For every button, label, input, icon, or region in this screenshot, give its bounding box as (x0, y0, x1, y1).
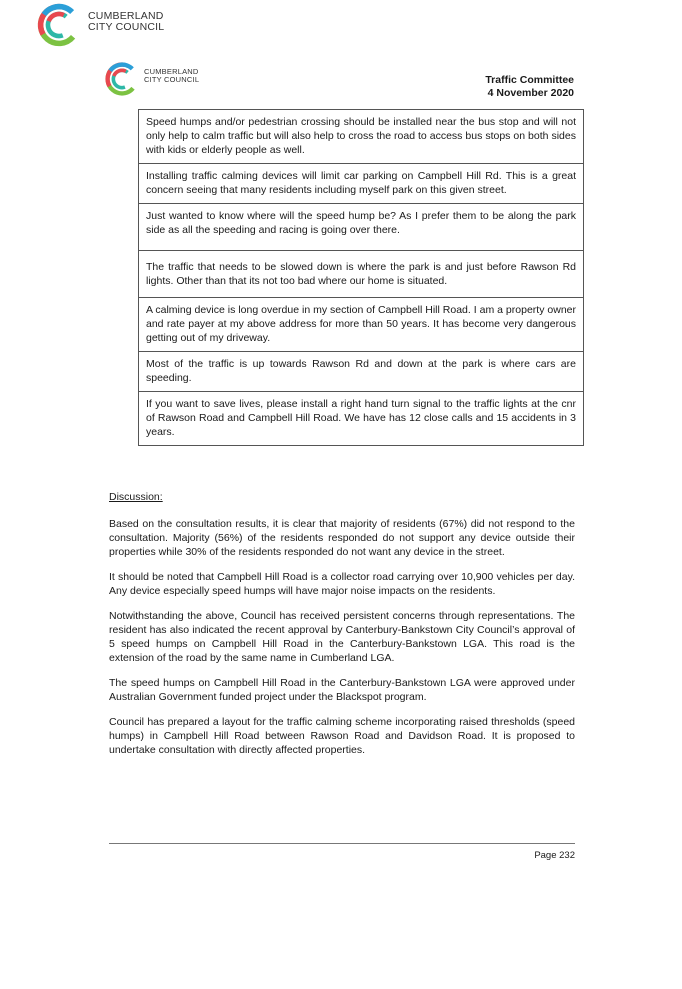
table-row (139, 298, 584, 352)
table-row (139, 164, 584, 204)
table-row (139, 110, 584, 164)
logo-line-1: CUMBERLAND (88, 9, 164, 22)
comment-cell: Just wanted to know where will the speed hump be? As I prefer them to be along the park side as all the speeding and racing is going over there. (139, 204, 584, 251)
page-number: Page 232 (534, 850, 575, 861)
comment-cell: Installing traffic calming devices will limit car parking on Campbell Hill Rd. This is a great concern seeing that many residents including myself park on this given street. (139, 164, 584, 204)
table-row (139, 392, 584, 446)
council-logo-icon (104, 61, 140, 97)
page-header (485, 74, 574, 100)
table-row (139, 352, 584, 392)
meeting-date: 4 November 2020 (487, 87, 574, 99)
council-logo-icon (36, 2, 82, 48)
discussion-paragraph: It should be noted that Campbell Hill Road is a collector road carrying over 10,900 vehicles per day. Any device especially speed humps will have major noise impacts on the residents. (109, 571, 575, 597)
comment-cell: Speed humps and/or pedestrian crossing should be installed near the bus stop and will not only help to calm traffic but will also help to cross the road to access bus stops on both sides with kids or elderly people as well. (139, 110, 584, 164)
logo-line-1: CUMBERLAND (144, 67, 199, 77)
table-row (139, 251, 584, 298)
comment-cell: The traffic that needs to be slowed down is where the park is and just before Rawson Rd lights. Other than that its not too bad where our home is situated. (139, 251, 584, 298)
discussion-paragraph: Based on the consultation results, it is clear that majority of residents (67%) did not respond to the consultation. Majority (56%) of the residents responded do not support any device outside their properties while 30% of the residents responded do not want any device in the street. (109, 518, 575, 558)
comment-cell: If you want to save lives, please install a right hand turn signal to the traffic lights at the cnr of Rawson Road and Campbell Hill Road. We have has 12 close calls and 15 accidents in 3 years. (139, 392, 584, 446)
resident-comments-table (138, 109, 584, 446)
discussion-paragraph: The speed humps on Campbell Hill Road in the Canterbury-Bankstown LGA were approved under Australian Government funded project under the Blackspot program. (109, 677, 575, 703)
logo-line-2: CITY COUNCIL (88, 21, 165, 33)
council-logo-top (36, 2, 164, 48)
discussion-paragraph: Council has prepared a layout for the traffic calming scheme incorporating raised thresholds (speed humps) in Campbell Hill Road between Rawson Road and Davidson Road. It is proposed to undertake consultation with directly affected properties. (109, 716, 575, 756)
logo-line-2: CITY COUNCIL (144, 75, 200, 84)
logo-wordmark (144, 68, 199, 84)
council-logo-page (104, 61, 199, 97)
comment-cell: A calming device is long overdue in my section of Campbell Hill Road. I am a property owner and rate payer at my above address for more than 50 years. It has become very dangerous getting out of my driveway. (139, 298, 584, 352)
logo-wordmark (88, 11, 164, 33)
table-row (139, 204, 584, 251)
discussion-paragraph: Notwithstanding the above, Council has received persistent concerns through representations. The resident has also indicated the recent approval by Canterbury-Bankstown City Council’s approval of 5 speed humps on Campbell Hill Road in the Canterbury-Bankstown LGA. This road is the extension of the road by the same name in Cumberland LGA. (109, 610, 575, 664)
footer-divider (109, 843, 575, 844)
discussion-section (109, 490, 575, 768)
discussion-heading: Discussion: (109, 491, 163, 503)
comment-cell: Most of the traffic is up towards Rawson Rd and down at the park is where cars are speeding. (139, 352, 584, 392)
committee-title: Traffic Committee (485, 74, 574, 86)
